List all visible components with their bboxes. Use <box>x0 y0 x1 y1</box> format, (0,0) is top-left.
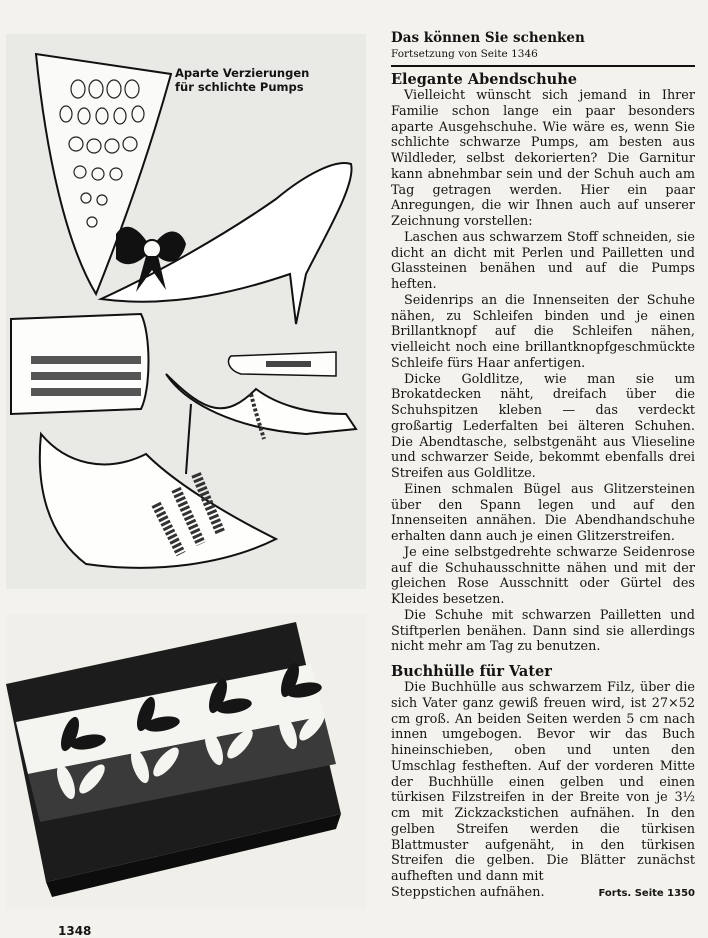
continued-to: Forts. Seite 1350 <box>598 887 695 899</box>
book-cover-photo <box>6 614 366 909</box>
pumps-drawing <box>6 34 366 589</box>
illustration-caption <box>172 65 312 95</box>
section-divider <box>391 65 695 67</box>
text-column <box>391 30 695 902</box>
article-heading-abendschuhe: Elegante Abendschuhe <box>391 71 577 88</box>
caption-line-1: Aparte Verzierungen <box>175 66 310 80</box>
paragraph: Seidenrips an die Innenseiten der Schuhe nähen, zu Schleifen binden und je einen Brillantknopf auf die Schleifen nähen, vielleicht noch eine brillantknopfgeschmückte Schleife fürs Haar anfertigen. <box>391 292 695 371</box>
page-number: 1348 <box>58 924 92 938</box>
gold-stripe <box>31 388 141 396</box>
shoe-illustration <box>6 34 366 589</box>
continued-from: Fortsetzung von Seite 1346 <box>391 48 538 60</box>
paragraph: Die Schuhe mit schwarzen Pailletten und Stiftperlen benähen. Dann sind sie allerdings nicht mehr am Tag zu benutzen. <box>391 607 695 655</box>
striped-pump <box>40 434 276 568</box>
article-heading-buchhuelle: Buchhülle für Vater <box>391 663 552 680</box>
caption-line-2: für schlichte Pumps <box>175 80 304 94</box>
section-title: Das können Sie schenken <box>391 30 585 46</box>
gold-stripe <box>31 372 141 380</box>
paragraph: Je eine selbstgedrehte schwarze Seidenrose auf die Schuhausschnitte nähen und mit der gleichen Rose Ausschnitt oder Gürtel des Kleides besetzen. <box>391 544 695 607</box>
paragraph: Dicke Goldlitze, wie man sie um Brokatdecken näht, dreifach über die Schuhspitzen kleben — das verdeckt großartig Lederfalten bei älteren Schuhen. Die Abendtasche, selbstgenäht aus Vlieseline und schwarzer Seide, bekommt ebenfalls drei Streifen aus Goldlitze. <box>391 371 695 481</box>
paragraph: Laschen aus schwarzem Stoff schneiden, sie dicht an dicht mit Perlen und Pailletten und Glassteinen benähen und auf die Pumps heften. <box>391 229 695 292</box>
gold-stripe <box>31 356 141 364</box>
book-cover-drawing <box>6 614 366 909</box>
last-line <box>391 885 695 902</box>
paragraph: Die Buchhülle aus schwarzem Filz, über die sich Vater ganz gewiß freuen wird, ist 27×52 cm groß. An beiden Seiten werden 5 cm nach innen umgebogen. Bevor wir das Buch hineinschieben, oben und unten den Umschlag festheften. Auf der vorderen Mitte der Buchhülle einen gelben und einen türkisen Filzstreifen in der Breite von je 3½ cm mit Zickzackstichen aufnähen. In den gelben Streifen werden die türkisen Blattmuster aufgenäht, in den türkisen Streifen die gelben. Die Blätter zunächst aufheften und dann mit <box>391 680 695 884</box>
paragraph: Einen schmalen Bügel aus Glitzersteinen über den Spann legen und auf den Innenseiten annähen. Die Abendhandschuhe erhalten dann auch je einen Glitzerstreifen. <box>391 481 695 544</box>
paragraph: Vielleicht wünscht sich jemand in Ihrer Familie schon lange ein paar besonders aparte Ausgehschuhe. Wie wäre es, wenn Sie schlichte schwarze Pumps, am besten aus Wildleder, selbst dekorierten? Die Garnitur kann abnehmbar sein und der Schuh auch am Tag getragen werden. Hier ein paar Anregungen, die wir Ihnen auch auf unserer Zeichnung vorstellen: <box>391 88 695 229</box>
paragraph-end: Steppstichen aufnähen. <box>391 884 545 900</box>
